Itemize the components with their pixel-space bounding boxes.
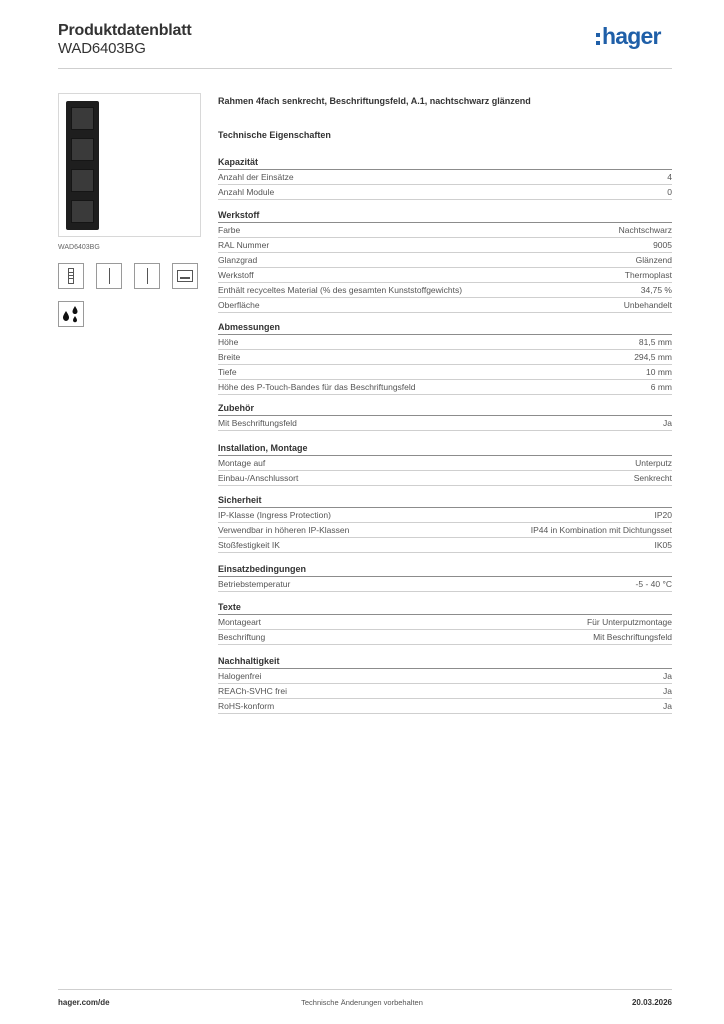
spec-section-title: Nachhaltigkeit <box>218 655 672 669</box>
frame-illustration <box>66 101 99 230</box>
spec-section-title: Abmessungen <box>218 321 672 335</box>
spec-value: Glänzend <box>635 255 672 265</box>
product-description: Rahmen 4fach senkrecht, Beschriftungsfeld, A.1, nachtschwarz glänzend <box>218 96 531 106</box>
product-image <box>58 93 201 237</box>
spec-value: Unterputz <box>635 458 672 468</box>
product-image-caption: WAD6403BG <box>58 244 100 251</box>
spec-value: 0 <box>667 187 672 197</box>
spec-section <box>218 655 672 714</box>
spec-label: Montage auf <box>218 458 266 468</box>
spec-section-title: Werkstoff <box>218 209 672 223</box>
footer-disclaimer: Technische Änderungen vorbehalten <box>301 998 423 1007</box>
spec-label: Höhe <box>218 337 239 347</box>
label-field-icon <box>172 263 198 289</box>
spec-row <box>218 416 672 431</box>
logo-text: hager <box>602 23 661 49</box>
spec-row <box>218 283 672 298</box>
spec-row <box>218 185 672 200</box>
spec-row <box>218 268 672 283</box>
spec-label: Einbau-/Anschlussort <box>218 473 299 483</box>
spec-row <box>218 223 672 238</box>
spec-section-title: Sicherheit <box>218 494 672 508</box>
spec-label: Höhe des P-Touch-Bandes für das Beschriftungsfeld <box>218 382 416 392</box>
spec-row <box>218 669 672 684</box>
spec-label: Glanzgrad <box>218 255 258 265</box>
spec-value: Senkrecht <box>633 473 672 483</box>
spec-label: REACh-SVHC frei <box>218 686 287 696</box>
spec-section <box>218 321 672 395</box>
properties-heading: Technische Eigenschaften <box>218 130 331 140</box>
spec-label: Anzahl Module <box>218 187 275 197</box>
spec-label: Enthält recyceltes Material (% des gesamten Kunststoffgewichts) <box>218 285 463 295</box>
spec-section <box>218 156 672 200</box>
spec-value: Ja <box>663 418 672 428</box>
spec-value: Mit Beschriftungsfeld <box>593 632 672 642</box>
spec-value: 81,5 mm <box>638 337 672 347</box>
spec-row <box>218 699 672 714</box>
logo-dots-icon <box>596 33 600 49</box>
spec-row <box>218 350 672 365</box>
spec-label: Mit Beschriftungsfeld <box>218 418 297 428</box>
spec-value: -5 - 40 °C <box>635 579 672 589</box>
spec-section <box>218 442 672 486</box>
spec-section <box>218 209 672 313</box>
spec-label: Breite <box>218 352 241 362</box>
spec-row <box>218 630 672 645</box>
spec-label: Farbe <box>218 225 241 235</box>
spec-label: RoHS-konform <box>218 701 275 711</box>
water-drops-icon <box>58 301 84 327</box>
frame-4gang-icon <box>58 263 84 289</box>
header-divider <box>58 68 672 69</box>
spec-label: Werkstoff <box>218 270 254 280</box>
spec-value: Nachtschwarz <box>618 225 672 235</box>
spec-label: Betriebstemperatur <box>218 579 291 589</box>
spec-section-title: Einsatzbedingungen <box>218 563 672 577</box>
spec-row <box>218 615 672 630</box>
spec-row <box>218 380 672 395</box>
spec-value: Unbehandelt <box>623 300 672 310</box>
spec-row <box>218 684 672 699</box>
spec-label: IP-Klasse (Ingress Protection) <box>218 510 331 520</box>
spec-label: Tiefe <box>218 367 237 377</box>
document-title: Produktdatenblatt <box>58 22 192 39</box>
spec-value: 6 mm <box>650 382 672 392</box>
spec-value: IP20 <box>654 510 672 520</box>
spec-row <box>218 523 672 538</box>
spec-value: 34,75 % <box>640 285 672 295</box>
spec-section <box>218 563 672 592</box>
spec-section-title: Zubehör <box>218 402 672 416</box>
spec-section <box>218 402 672 431</box>
spec-label: Anzahl der Einsätze <box>218 172 294 182</box>
spec-section <box>218 601 672 645</box>
spec-row <box>218 365 672 380</box>
spec-row <box>218 577 672 592</box>
spec-row <box>218 170 672 185</box>
spec-value: 4 <box>667 172 672 182</box>
spec-row <box>218 508 672 523</box>
spec-label: Halogenfrei <box>218 671 262 681</box>
spec-row <box>218 456 672 471</box>
spec-row <box>218 238 672 253</box>
spec-label: Verwendbar in höheren IP-Klassen <box>218 525 350 535</box>
spec-row <box>218 253 672 268</box>
spec-value: Ja <box>663 671 672 681</box>
footer-website: hager.com/de <box>58 998 110 1007</box>
footer-divider <box>58 989 672 990</box>
spec-row <box>218 298 672 313</box>
spec-section <box>218 494 672 553</box>
spec-row <box>218 538 672 553</box>
vertical-line-icon <box>96 263 122 289</box>
spec-section-title: Installation, Montage <box>218 442 672 456</box>
spec-value: Ja <box>663 701 672 711</box>
spec-label: Beschriftung <box>218 632 266 642</box>
spec-value: IP44 in Kombination mit Dichtungsset <box>530 525 672 535</box>
spec-label: Stoßfestigkeit IK <box>218 540 280 550</box>
spec-value: Für Unterputzmontage <box>586 617 672 627</box>
footer-date: 20.03.2026 <box>631 998 672 1007</box>
spec-value: 9005 <box>653 240 672 250</box>
spec-row <box>218 335 672 350</box>
spec-label: Montageart <box>218 617 261 627</box>
spec-value: 10 mm <box>646 367 672 377</box>
vertical-line-icon <box>134 263 160 289</box>
spec-value: 294,5 mm <box>634 352 672 362</box>
document-subtitle: WAD6403BG <box>58 40 146 57</box>
spec-label: RAL Nummer <box>218 240 270 250</box>
spec-value: Ja <box>663 686 672 696</box>
spec-section-title: Kapazität <box>218 156 672 170</box>
spec-label: Oberfläche <box>218 300 260 310</box>
spec-section-title: Texte <box>218 601 672 615</box>
spec-value: IK05 <box>654 540 672 550</box>
spec-row <box>218 471 672 486</box>
spec-value: Thermoplast <box>624 270 672 280</box>
